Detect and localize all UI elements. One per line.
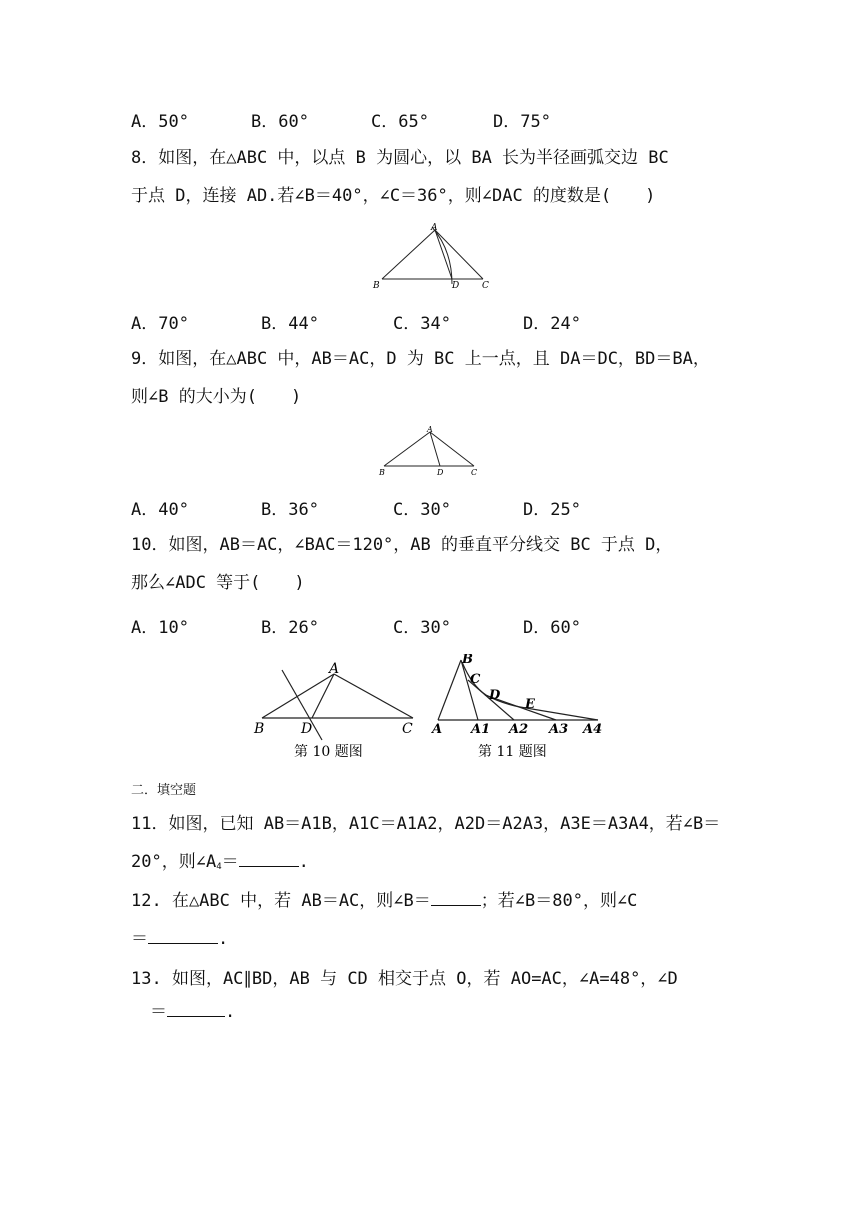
q13-line1: 13. 如图，AC∥BD，AB 与 CD 相交于点 O，若 AO=AC，∠A=48°，∠D (131, 969, 678, 989)
q10-line2: 那么∠ADC 等于( ) (131, 573, 305, 593)
fig11-label-c: C (470, 672, 481, 687)
q8-label-b: B (373, 281, 380, 291)
q11-line2 (131, 852, 309, 877)
q12-answer-blank-1[interactable] (431, 891, 481, 906)
q10-option-d: D．60° (523, 618, 581, 638)
section-title: 二．填空题 (131, 783, 197, 798)
fig10-label-c: C (402, 721, 413, 737)
q7-option-c: C．65° (371, 112, 429, 132)
q10-option-c: C．30° (393, 618, 451, 638)
q13-line2 (150, 1002, 235, 1022)
fig11-label-a1: A1 (471, 722, 491, 737)
q11-line2-post: ＝ (221, 852, 239, 872)
q11-line1 (131, 814, 720, 834)
q7-option-b: B．60° (251, 112, 309, 132)
q12-line2-b: . (218, 929, 229, 949)
fig10-caption: 第 10 题图 (294, 744, 363, 760)
q9-label-b: B (379, 468, 385, 477)
fig11-label-e: E (525, 697, 535, 712)
q11-line2-pre: 20°，则∠A (131, 852, 217, 872)
q9-line1: 9．如图，在△ABC 中，AB＝AC，D 为 BC 上一点，且 DA＝DC，BD＝BA， (131, 349, 710, 369)
q13-answer-blank[interactable] (167, 1002, 225, 1017)
fig11-label-a3: A3 (549, 722, 569, 737)
fig11-label-a4: A4 (583, 722, 603, 737)
fig10-label-b: B (254, 721, 265, 737)
q9-option-b: B．36° (261, 500, 319, 520)
fig11 (428, 654, 608, 764)
q11-line2-end: . (298, 852, 309, 872)
q12-line1 (131, 891, 637, 911)
q8-option-a: A．70° (131, 314, 189, 334)
q10-line1: 10．如图，AB＝AC，∠BAC＝120°，AB 的垂直平分线交 BC 于点 D， (131, 535, 673, 555)
q12-answer-blank-2[interactable] (148, 929, 218, 944)
q11-sub-4: 4 (216, 862, 222, 872)
q12-line2-a: ＝ (131, 929, 148, 949)
q10-option-a: A．10° (131, 618, 189, 638)
q12-line1-a: 12. 在△ABC 中，若 AB＝AC，则∠B＝ (131, 891, 431, 911)
q9-label-a: A (427, 425, 433, 434)
q7-option-d: D．75° (493, 112, 551, 132)
fig11-label-b: B (462, 654, 473, 667)
q8-option-b: B．44° (261, 314, 319, 334)
q8-line2: 于点 D，连接 AD.若∠B＝40°，∠C＝36°，则∠DAC 的度数是( ) (131, 186, 656, 206)
q9-line2: 则∠B 的大小为( ) (131, 387, 302, 407)
q8-label-d: D (452, 281, 460, 291)
fig10-label-a: A (329, 661, 340, 677)
fig10-label-d: D (301, 721, 313, 737)
q8-label-c: C (482, 281, 489, 291)
fig11-caption: 第 11 题图 (478, 744, 547, 760)
fig11-label-a2: A2 (509, 722, 529, 737)
q9-option-a: A．40° (131, 500, 189, 520)
fig11-label-a: A (432, 722, 443, 737)
q11-line1-text: 11．如图，已知 AB＝A1B，A1C＝A1A2，A2D＝A2A3，A3E＝A3A4，若∠B＝ (131, 814, 721, 834)
q13-line2-a: ＝ (150, 1002, 167, 1022)
q12-line1-b: ；若∠B＝80°，则∠C (480, 891, 638, 911)
q9-label-c: C (471, 468, 478, 477)
q9-option-d: D．25° (523, 500, 581, 520)
q8-line1: 8．如图，在△ABC 中，以点 B 为圆心，以 BA 长为半径画弧交边 BC (131, 148, 669, 168)
q11-answer-blank[interactable] (239, 852, 299, 867)
q9-figure (374, 423, 484, 479)
q9-option-c: C．30° (393, 500, 451, 520)
q9-label-d: D (437, 468, 444, 477)
q8-option-c: C．34° (393, 314, 451, 334)
q13-line2-b: . (225, 1002, 236, 1022)
fig10 (248, 654, 428, 764)
fig11-label-d: D (489, 688, 501, 703)
q10-option-b: B．26° (261, 618, 319, 638)
q12-line2 (131, 929, 228, 949)
q8-label-a: A (431, 223, 438, 233)
q7-option-a: A．50° (131, 112, 189, 132)
q8-option-d: D．24° (523, 314, 581, 334)
q8-figure (368, 222, 498, 294)
